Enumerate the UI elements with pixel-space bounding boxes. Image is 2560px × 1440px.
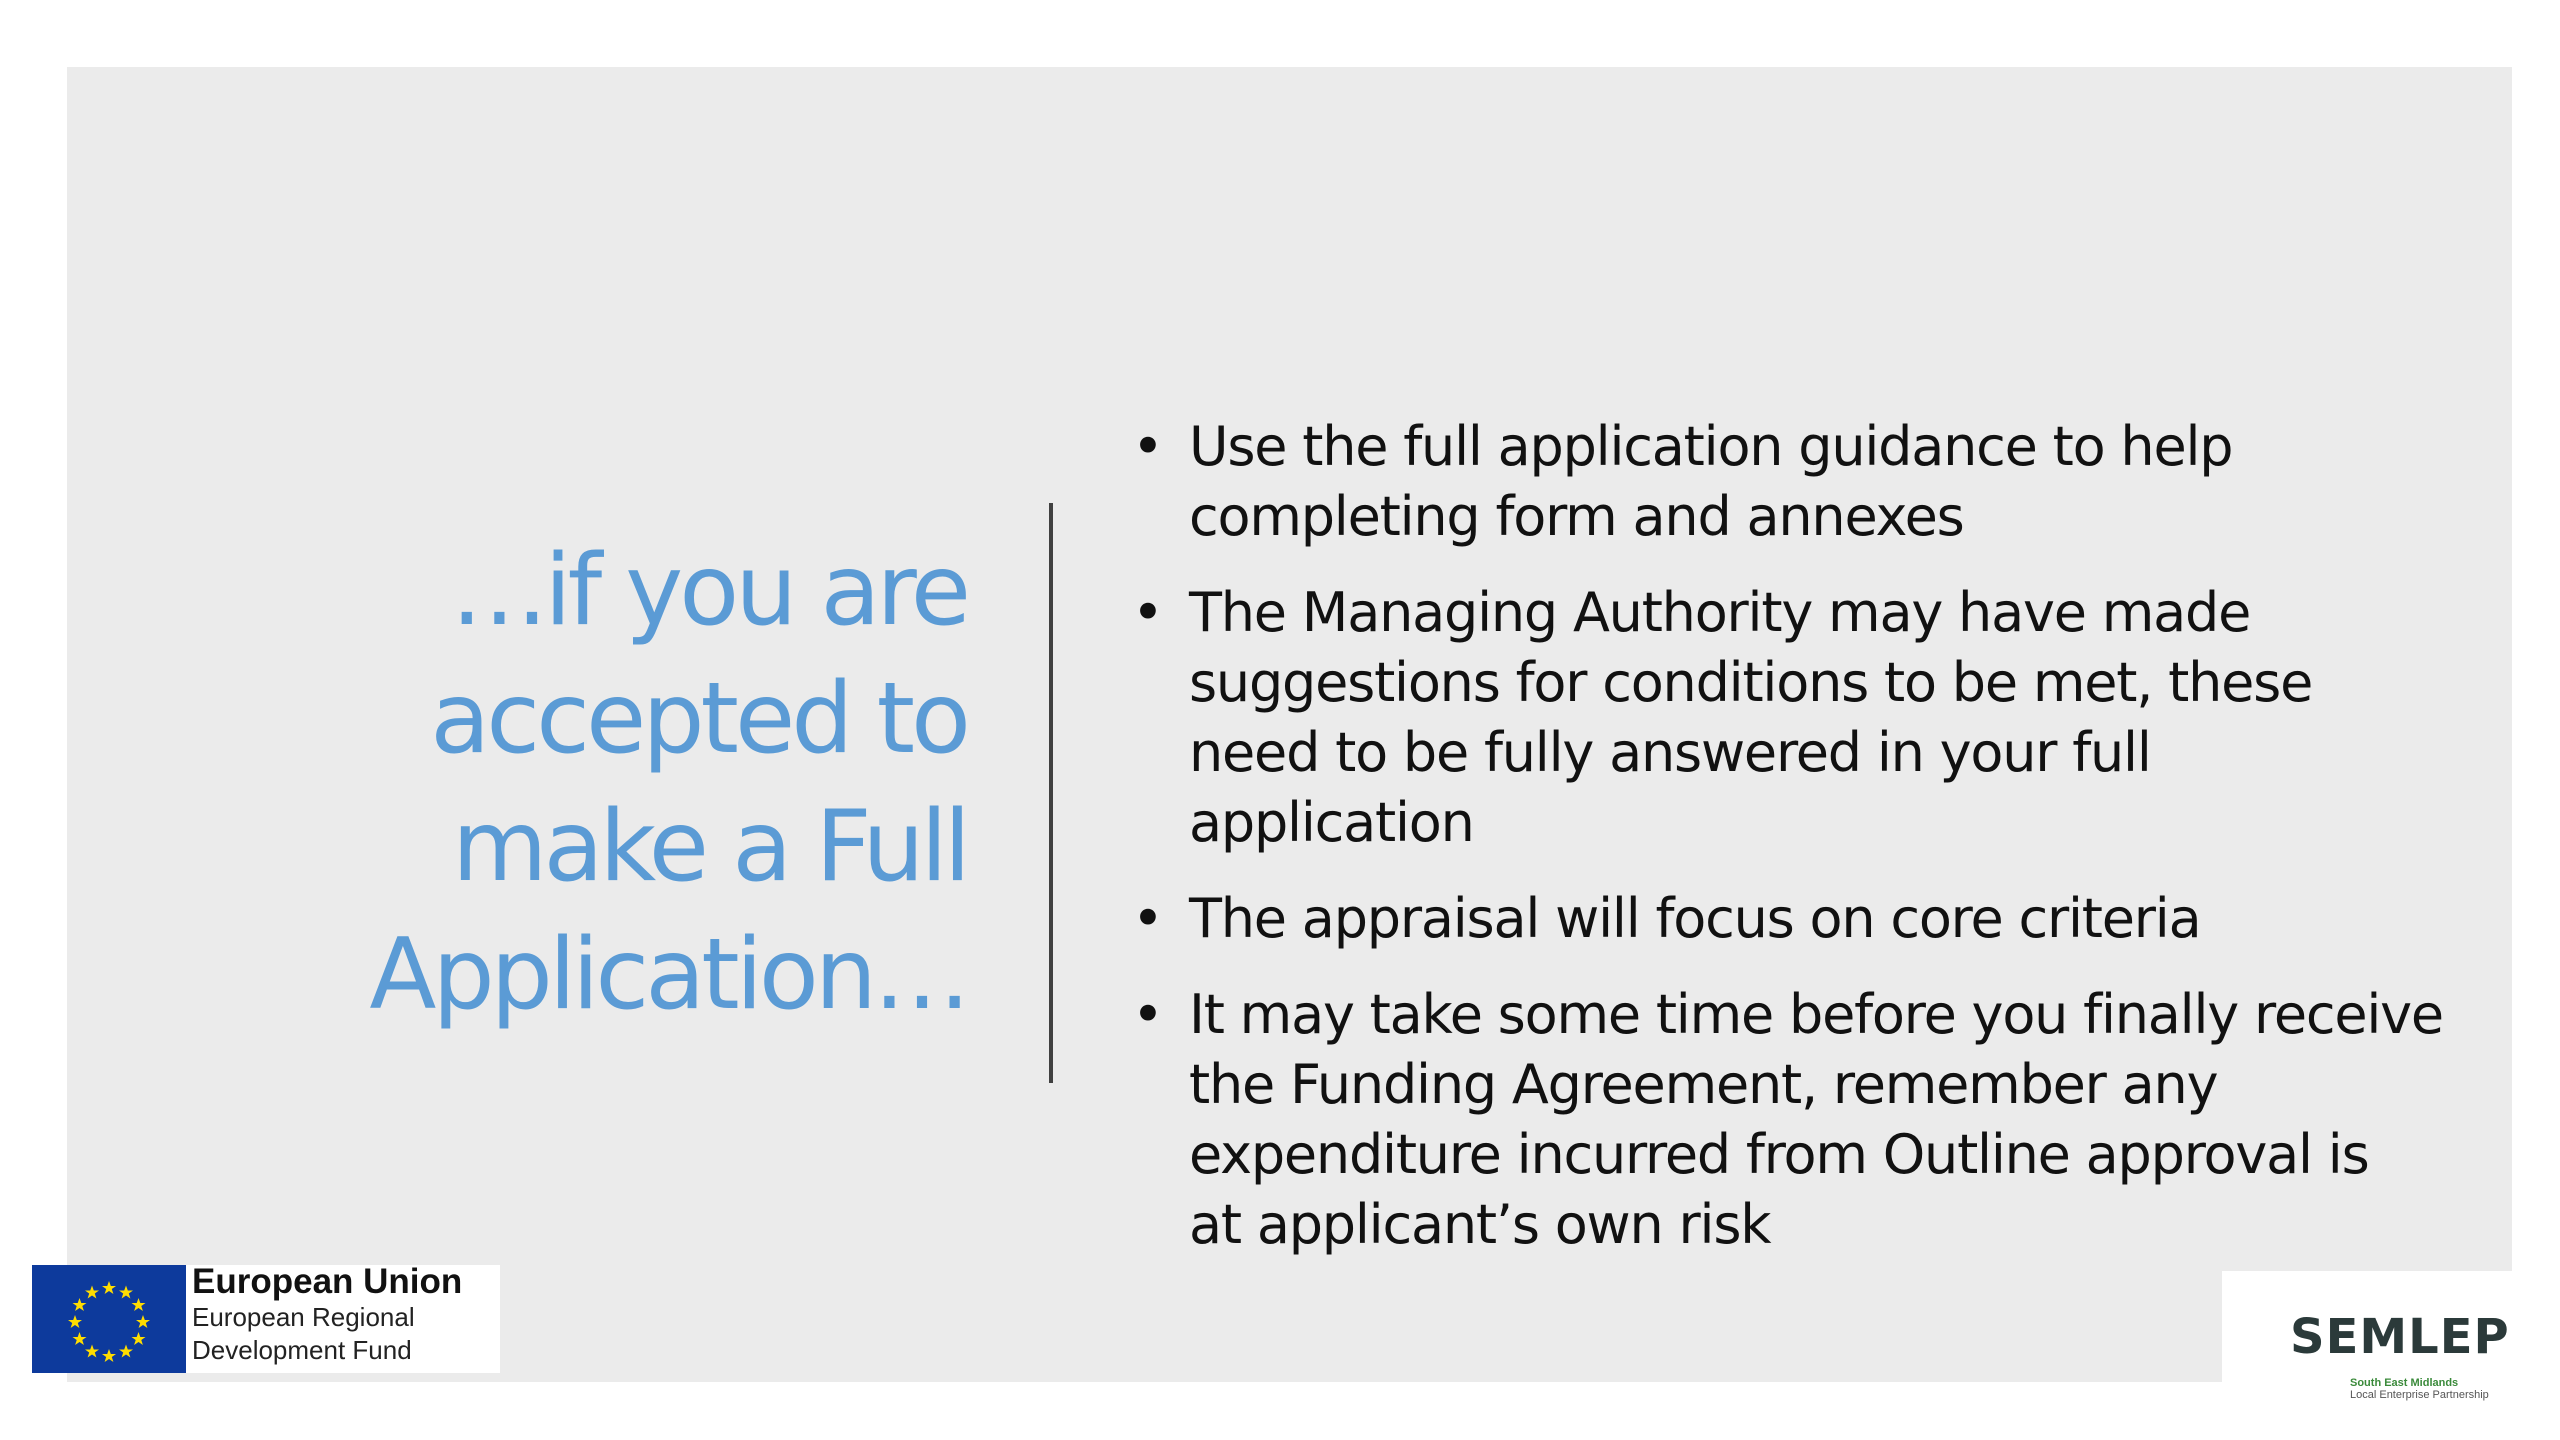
semlep-subtitle: South East Midlands xyxy=(2350,1377,2459,1389)
bullet-item xyxy=(1132,980,2472,1260)
title-line: make a Full xyxy=(451,790,967,904)
bullet-line: application xyxy=(1189,791,1474,854)
eu-fund-label: European Regional xyxy=(192,1302,415,1332)
semlep-logo xyxy=(2222,1271,2540,1406)
eu-stars-icon xyxy=(32,1265,186,1373)
slide-title xyxy=(287,527,967,1039)
vertical-divider xyxy=(1049,503,1053,1083)
bullet-line: need to be fully answered in your full xyxy=(1189,721,2151,784)
eu-flag-icon xyxy=(32,1265,186,1373)
eu-union-label: European Union xyxy=(192,1262,463,1301)
bullet-line: the Funding Agreement, remember any xyxy=(1189,1053,2218,1116)
bullet-line: The appraisal will focus on core criteria xyxy=(1189,887,2201,950)
bullet-line: It may take some time before you finally receive xyxy=(1189,983,2443,1046)
eu-logo xyxy=(32,1262,500,1373)
bullet-line: completing form and annexes xyxy=(1189,485,1964,548)
bullet-line: suggestions for conditions to be met, these xyxy=(1189,651,2313,714)
bullet-dot-icon: • xyxy=(1132,415,1163,478)
bullet-line: expenditure incurred from Outline approval is xyxy=(1189,1123,2369,1186)
bullet-item xyxy=(1132,578,2472,858)
bullet-line: Use the full application guidance to help xyxy=(1189,415,2233,478)
bullet-dot-icon: • xyxy=(1132,581,1163,644)
bullet-dot-icon: • xyxy=(1132,983,1163,1046)
title-line: …if you are xyxy=(450,534,967,648)
slide xyxy=(67,67,2512,1382)
semlep-subtitle: Local Enterprise Partnership xyxy=(2350,1389,2489,1401)
title-line: accepted to xyxy=(430,662,967,776)
bullet-item xyxy=(1132,412,2472,552)
bullet-item xyxy=(1132,884,2472,954)
title-line: Application… xyxy=(369,918,967,1032)
eu-logo-text xyxy=(192,1262,497,1373)
bullet-line: at applicant’s own risk xyxy=(1189,1193,1771,1256)
bullet-line: The Managing Authority may have made xyxy=(1189,581,2251,644)
bullet-dot-icon: • xyxy=(1132,887,1163,950)
bullet-list xyxy=(1132,412,2472,1286)
eu-fund-label: Development Fund xyxy=(192,1335,412,1365)
semlep-name: SEMLEP xyxy=(2290,1309,2510,1365)
